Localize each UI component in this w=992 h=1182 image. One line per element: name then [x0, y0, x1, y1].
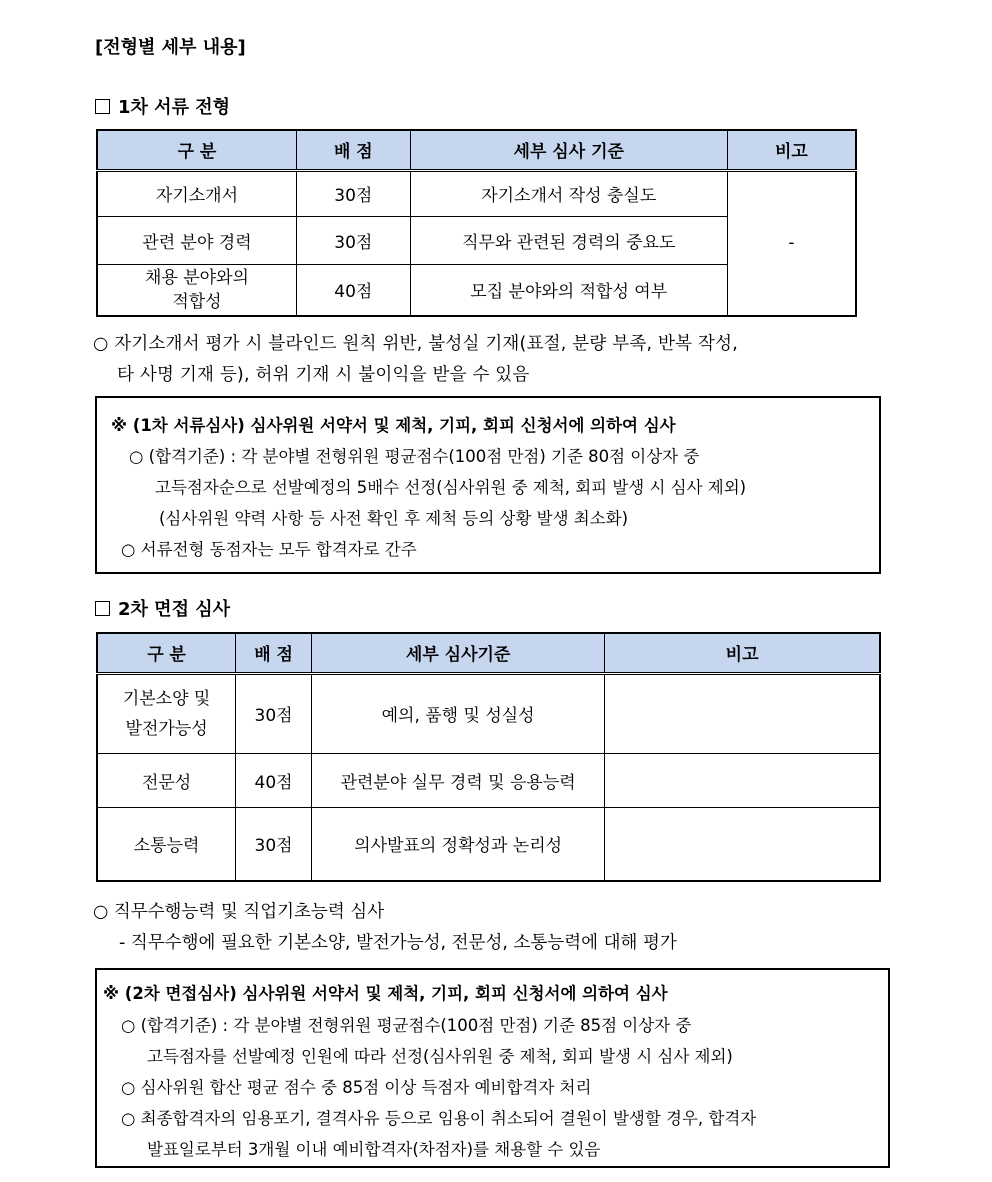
header-score: 배 점 — [236, 633, 312, 673]
checkbox-square-icon — [95, 99, 110, 114]
section1-box-line1: ○ (합격기준) : 각 분야별 전형위원 평균점수(100점 만점) 기준 80점 이상자 중 — [129, 447, 700, 466]
section1-bullet-line2: 타 사명 기재 등), 허위 기재 시 불이익을 받을 수 있음 — [117, 365, 530, 385]
row-category: 소통능력 — [97, 807, 236, 881]
header-criteria: 세부 심사 기준 — [410, 130, 727, 170]
row-note — [605, 673, 880, 753]
row-category-line2: 적합성 — [172, 291, 222, 312]
row-score: 30점 — [296, 216, 410, 264]
section1-notice-box — [95, 396, 881, 574]
table-row — [97, 807, 880, 881]
screening-table — [96, 129, 857, 317]
header-note: 비고 — [727, 130, 856, 170]
header-note: 비고 — [605, 633, 880, 673]
section2-box-line1: ○ (합격기준) : 각 분야별 전형위원 평균점수(100점 만점) 기준 85점 이상자 중 — [121, 1016, 692, 1035]
section1-heading — [95, 93, 230, 119]
section2-heading — [95, 595, 230, 621]
row-score: 30점 — [236, 807, 312, 881]
section2-box-line2: 고득점자를 선발예정 인원에 따라 선정(심사위원 중 제척, 회피 발생 시 심사 제외) — [147, 1047, 733, 1066]
table-row — [97, 753, 880, 807]
interview-table — [96, 632, 881, 882]
header-criteria: 세부 심사기준 — [312, 633, 605, 673]
header-category: 구 분 — [97, 633, 236, 673]
section2-bullet-line2: - 직무수행에 필요한 기본소양, 발전가능성, 전문성, 소통능력에 대해 평가 — [119, 933, 677, 953]
row-note — [605, 753, 880, 807]
header-score: 배 점 — [296, 130, 410, 170]
section1-heading-text: 1차 서류 전형 — [118, 97, 230, 118]
row-score: 30점 — [296, 170, 410, 216]
row-criteria: 의사발표의 정확성과 논리성 — [312, 807, 605, 881]
row-category: 자기소개서 — [97, 170, 296, 216]
table-row — [97, 170, 856, 216]
section2-notice-box — [95, 968, 890, 1168]
page-title: [전형별 세부 내용] — [95, 37, 246, 58]
row-category — [97, 673, 236, 753]
section2-box-line4: ○ 최종합격자의 임용포기, 결격사유 등으로 임용이 취소되어 결원이 발생할 경우, 합격자 — [121, 1109, 757, 1128]
row-note: - — [727, 170, 856, 316]
section1-box-line3: (심사위원 약력 사항 등 사전 확인 후 제척 등의 상황 발생 최소화) — [159, 509, 629, 528]
section2-bullet-line1: ○ 직무수행능력 및 직업기초능력 심사 — [93, 902, 385, 922]
row-category: 전문성 — [97, 753, 236, 807]
section2-box-title: ※ (2차 면접심사) 심사위원 서약서 및 제척, 기피, 회피 신청서에 의하여 심사 — [103, 984, 668, 1003]
row-criteria: 예의, 품행 및 성실성 — [312, 673, 605, 753]
row-category-line1: 기본소양 및 — [122, 688, 211, 709]
section1-box-line2: 고득점자순으로 선발예정의 5배수 선정(심사위원 중 제척, 회피 발생 시 심사 제외) — [155, 478, 747, 497]
section1-bullet-line1: ○ 자기소개서 평가 시 블라인드 원칙 위반, 불성실 기재(표절, 분량 부족, 반복 작성, — [93, 334, 738, 354]
row-criteria: 관련분야 실무 경력 및 응용능력 — [312, 753, 605, 807]
row-criteria: 모집 분야와의 적합성 여부 — [410, 264, 727, 316]
row-category-line1: 채용 분야와의 — [145, 267, 249, 288]
table-row — [97, 673, 880, 753]
section1-box-line4: ○ 서류전형 동점자는 모두 합격자로 간주 — [121, 540, 417, 559]
row-note — [605, 807, 880, 881]
header-category: 구 분 — [97, 130, 296, 170]
row-criteria: 자기소개서 작성 충실도 — [410, 170, 727, 216]
row-category-line2: 발전가능성 — [125, 718, 208, 739]
checkbox-square-icon — [95, 601, 110, 616]
row-score: 30점 — [236, 673, 312, 753]
row-criteria: 직무와 관련된 경력의 중요도 — [410, 216, 727, 264]
row-category: 관련 분야 경력 — [97, 216, 296, 264]
row-category — [97, 264, 296, 316]
section2-box-line5: 발표일로부터 3개월 이내 예비합격자(차점자)를 채용할 수 있음 — [147, 1140, 601, 1159]
row-score: 40점 — [296, 264, 410, 316]
section2-box-line3: ○ 심사위원 합산 평균 점수 중 85점 이상 득점자 예비합격자 처리 — [121, 1078, 592, 1097]
section2-heading-text: 2차 면접 심사 — [118, 599, 230, 620]
section1-box-title: ※ (1차 서류심사) 심사위원 서약서 및 제척, 기피, 회피 신청서에 의하여 심사 — [111, 416, 676, 435]
row-score: 40점 — [236, 753, 312, 807]
